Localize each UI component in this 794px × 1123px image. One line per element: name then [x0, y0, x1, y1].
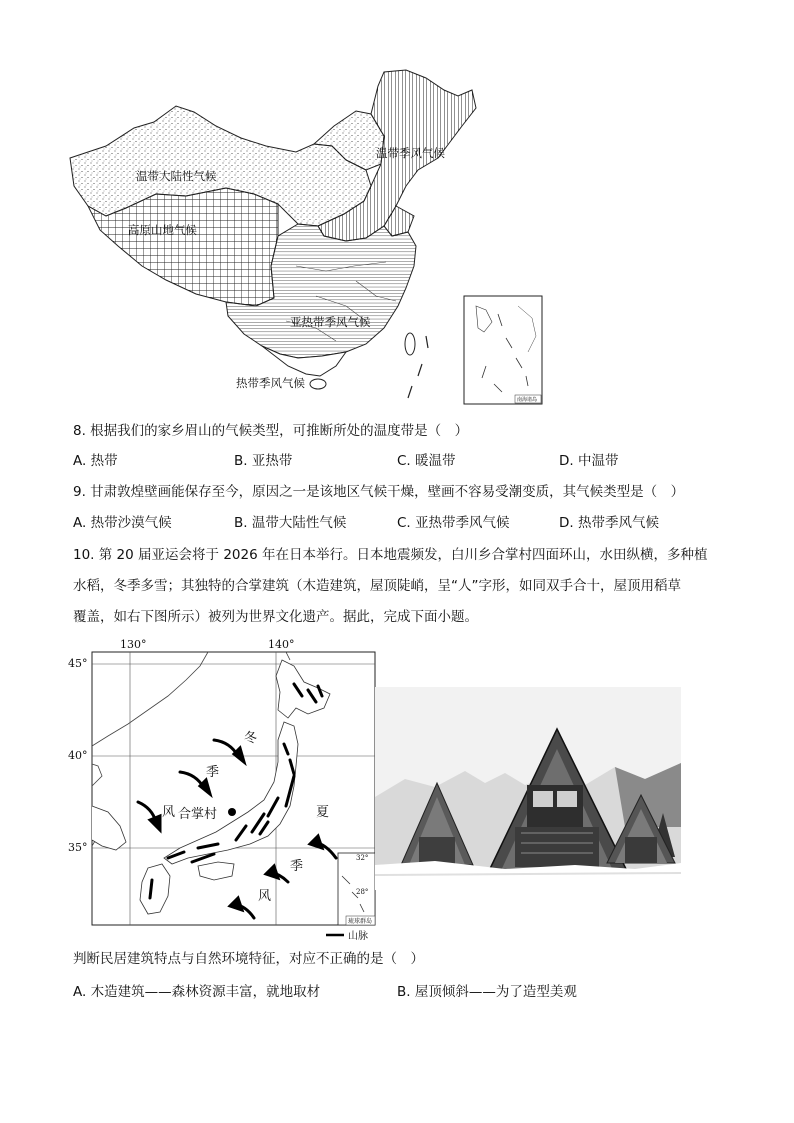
q10-intro-line-3: 覆盖，如右下图所示）被列为世界文化遗产。据此，完成下面小题。	[73, 609, 478, 625]
gassho-village-photo	[375, 687, 681, 890]
q10-intro-line-2: 水稻，冬季多雪；其独特的合掌建筑（木造建筑，屋顶陡峭，呈“人”字形，如同双手合十，屋顶用稻草	[73, 578, 681, 594]
q9-option-a[interactable]: A. 热带沙漠气候	[73, 515, 172, 531]
south-china-sea-inset	[464, 296, 542, 404]
label-subtropical-monsoon: 亚热带季风气候	[290, 315, 371, 329]
ryukyu-inset	[338, 853, 375, 925]
summer-wind-char-1: 夏	[316, 805, 330, 820]
q8-option-d[interactable]: D. 中温带	[559, 453, 619, 469]
label-tropical-monsoon: 热带季风气候	[236, 376, 305, 390]
village-label: 合掌村	[178, 807, 218, 822]
q10-option-a[interactable]: A. 木造建筑——森林资源丰富，就地取材	[73, 984, 321, 1000]
ryukyu-inset-label: 琉球群岛	[348, 918, 373, 925]
q10-option-b[interactable]: B. 屋顶倾斜——为了造型美观	[397, 984, 577, 1000]
village-dot	[228, 808, 236, 816]
q9-options	[73, 513, 713, 533]
q8-options	[73, 451, 713, 471]
lon-label-140: 140°	[268, 638, 295, 651]
lon-label-130: 130°	[120, 638, 147, 651]
q9-stem: 9. 甘肃敦煌壁画能保存至今，原因之一是该地区气候干燥，壁画不容易受潮变质，其气候类型是（ ）	[73, 484, 685, 500]
q10-intro-line-1: 10. 第 20 届亚运会将于 2026 年在日本举行。日本地震频发，白川乡合掌村四面环山，水田纵横，多种植	[73, 547, 708, 563]
q8-stem: 8. 根据我们的家乡眉山的气候类型，可推断所处的温度带是（ ）	[73, 423, 469, 439]
label-plateau-mountain: 高原山地气候	[128, 223, 197, 237]
winter-wind-char-1: 冬	[244, 731, 258, 746]
q8-option-b[interactable]: B. 亚热带	[234, 453, 293, 469]
q8-option-a[interactable]: A. 热带	[73, 453, 118, 469]
inset-lat-32: 32°	[356, 854, 369, 862]
q10-stem: 判断民居建筑特点与自然环境特征，对应不正确的是（ ）	[73, 951, 424, 967]
q9-option-d[interactable]: D. 热带季风气候	[559, 515, 659, 531]
q9-option-c[interactable]: C. 亚热带季风气候	[397, 515, 510, 531]
china-climate-map	[66, 66, 548, 410]
label-temperate-monsoon: 温带季风气候	[376, 146, 445, 160]
q10-options	[73, 982, 713, 1002]
q8-option-c[interactable]: C. 暖温带	[397, 453, 456, 469]
winter-wind-char-3: 风	[162, 805, 176, 820]
label-temperate-continental: 温带大陆性气候	[136, 169, 217, 183]
lat-label-35: 35°	[68, 841, 88, 854]
summer-wind-char-2: 季	[290, 859, 304, 874]
lat-label-45: 45°	[68, 657, 88, 670]
q9-option-b[interactable]: B. 温带大陆性气候	[234, 515, 347, 531]
mountain-legend-label: 山脉	[348, 931, 368, 942]
inset-label-south-china-sea: 南海诸岛	[517, 397, 538, 403]
japan-map	[68, 636, 384, 944]
inset-lat-28: 28°	[356, 888, 369, 896]
winter-wind-char-2: 季	[206, 765, 220, 780]
lat-label-40: 40°	[68, 749, 88, 762]
summer-wind-char-3: 风	[258, 889, 272, 904]
